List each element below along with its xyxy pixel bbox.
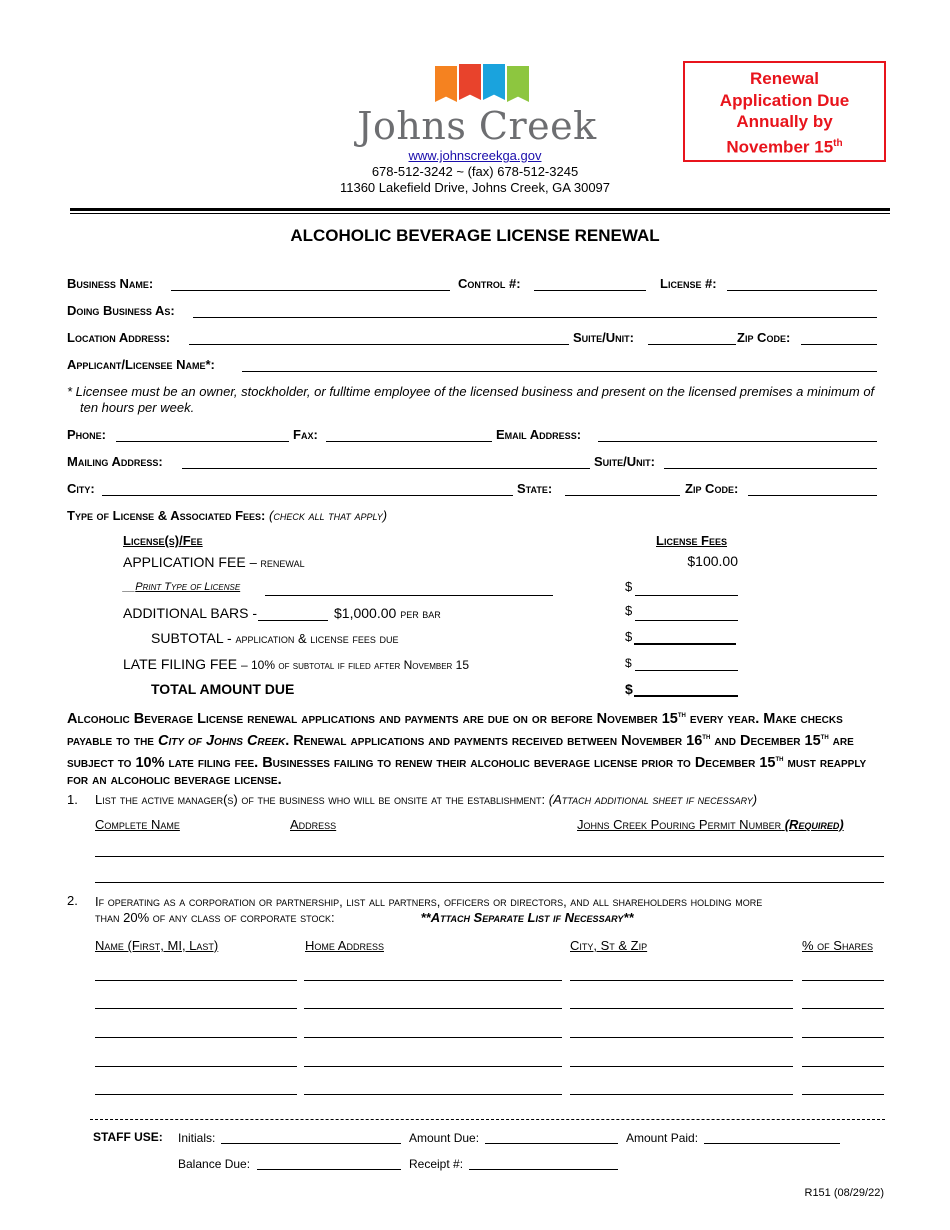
policy-paragraph xyxy=(67,706,882,789)
q2-row-4-name[interactable] xyxy=(95,1066,297,1067)
header-divider-thin xyxy=(70,213,890,214)
notice-line-4: November 15th xyxy=(726,137,843,157)
q2-text xyxy=(95,894,895,926)
q2-row-4-address[interactable] xyxy=(304,1066,562,1067)
late-fee-label: LATE FILING FEE xyxy=(123,656,238,672)
additional-bars-count-field[interactable] xyxy=(258,620,328,621)
dba-field[interactable] xyxy=(193,317,877,318)
policy-sup-3: th xyxy=(702,731,711,741)
additional-bars-amount: $1,000.00 xyxy=(334,605,397,621)
q2-row-5-shares[interactable] xyxy=(802,1094,884,1095)
dba-label: Doing Business As: xyxy=(67,303,175,318)
email-field[interactable] xyxy=(598,441,877,442)
total-amount-field[interactable] xyxy=(634,695,738,697)
q2-row-4-city[interactable] xyxy=(570,1066,793,1067)
control-label: Control #: xyxy=(458,276,521,291)
location-label: Location Address: xyxy=(67,330,171,345)
subtotal-sub: application & license fees due xyxy=(235,631,399,646)
q2-row-5-city[interactable] xyxy=(570,1094,793,1095)
fees-heading-note: (check all that apply) xyxy=(269,508,388,523)
form-title: ALCOHOLIC BEVERAGE LICENSE RENEWAL xyxy=(290,226,660,245)
license-field[interactable] xyxy=(727,290,877,291)
q2-col-name: Name (First, MI, Last) xyxy=(95,938,219,953)
q1-col-permit-required: (Required) xyxy=(784,817,844,832)
q2-number: 2. xyxy=(67,893,78,908)
fax-label: Fax: xyxy=(293,427,318,442)
q2-text-line-2-text: than 20% of any class of corporate stock: xyxy=(95,910,335,925)
staff-receipt-field[interactable] xyxy=(469,1169,618,1170)
policy-text-2: every year. Make checks payable to the xyxy=(67,710,843,749)
q2-row-1-shares[interactable] xyxy=(802,980,884,981)
staff-balance-due-field[interactable] xyxy=(257,1169,401,1170)
zip2-field[interactable] xyxy=(748,495,877,496)
application-fee-value: $100.00 xyxy=(687,553,738,569)
additional-bars-label: ADDITIONAL BARS - xyxy=(123,605,258,621)
control-field[interactable] xyxy=(534,290,646,291)
total-label: TOTAL AMOUNT DUE xyxy=(151,681,295,697)
state-field[interactable] xyxy=(565,495,680,496)
form-code: R151 (08/29/22) xyxy=(804,1187,884,1199)
q2-col-city: City, St & Zip xyxy=(570,938,648,953)
suite-label: Suite/Unit: xyxy=(573,330,634,345)
policy-text-3: . Renewal applications and payments received between November 16 xyxy=(285,732,703,749)
policy-text-5: are subject to 10% late filing fee. Businesses failing to renew their alcoholic beverage license prior to December 15 xyxy=(67,732,854,771)
q2-row-1-name[interactable] xyxy=(95,980,297,981)
q2-row-1-address[interactable] xyxy=(304,980,562,981)
mailing-field[interactable] xyxy=(182,468,590,469)
staff-receipt-label: Receipt #: xyxy=(409,1157,464,1171)
staff-initials-field[interactable] xyxy=(221,1143,401,1144)
business-name-label: Business Name: xyxy=(67,276,154,291)
print-type-amount-field[interactable] xyxy=(635,595,738,596)
q1-col-address: Address xyxy=(290,817,337,832)
additional-bars-amount-field[interactable] xyxy=(635,620,738,621)
q1-col-permit xyxy=(577,817,844,832)
late-fee-dollar: $ xyxy=(625,656,632,670)
city-field[interactable] xyxy=(102,495,513,496)
zip-label: Zip Code: xyxy=(737,330,791,345)
staff-amount-due-label: Amount Due: xyxy=(409,1131,480,1145)
logo-flag-green xyxy=(507,66,529,102)
print-type-row xyxy=(123,581,240,593)
q1-row-1-field[interactable] xyxy=(95,856,884,857)
q1-number: 1. xyxy=(67,792,78,807)
suite2-field[interactable] xyxy=(664,468,877,469)
additional-bars-unit: per bar xyxy=(400,606,441,621)
logo-text: Johns Creek xyxy=(357,104,597,148)
notice-line-3: Annually by xyxy=(736,112,833,131)
policy-sup-4: th xyxy=(820,731,829,741)
q2-row-2-name[interactable] xyxy=(95,1008,297,1009)
q1-col-name: Complete Name xyxy=(95,817,180,832)
q2-row-1-city[interactable] xyxy=(570,980,793,981)
policy-city: City of Johns Creek xyxy=(158,732,286,749)
late-fee-sub: – 10% of subtotal if filed after November 15 xyxy=(241,658,469,672)
q2-row-3-shares[interactable] xyxy=(802,1037,884,1038)
staff-amount-paid-label: Amount Paid: xyxy=(626,1131,699,1145)
website-link[interactable]: www.johnscreekga.gov xyxy=(408,148,542,163)
address-line: 11360 Lakefield Drive, Johns Creek, GA 30097 xyxy=(339,180,611,195)
application-fee-sub: – renewal xyxy=(249,555,305,570)
notice-line-2: Application Due xyxy=(719,90,850,110)
subtotal-label: SUBTOTAL - xyxy=(151,630,232,646)
logo xyxy=(345,56,605,151)
suite2-label: Suite/Unit: xyxy=(594,454,655,469)
q1-col-permit-text: Johns Creek Pouring Permit Number xyxy=(577,817,782,832)
subtotal-dollar: $ xyxy=(625,629,633,644)
state-label: State: xyxy=(517,481,553,496)
email-label: Email Address: xyxy=(496,427,582,442)
q2-row-2-address[interactable] xyxy=(304,1008,562,1009)
logo-flag-orange xyxy=(435,66,457,102)
notice-line-1: Renewal xyxy=(750,69,819,88)
print-type-field[interactable] xyxy=(265,595,553,596)
q2-col-home: Home Address xyxy=(305,938,384,953)
q2-row-4-shares[interactable] xyxy=(802,1066,884,1067)
location-field[interactable] xyxy=(189,344,569,345)
applicant-field[interactable] xyxy=(242,371,877,372)
col-license-fee: License(s)/Fee xyxy=(123,533,203,548)
q1-text xyxy=(95,792,895,807)
additional-bars-dollar: $ xyxy=(625,603,633,618)
late-fee-row xyxy=(123,656,469,672)
license-label: License #: xyxy=(660,276,717,291)
application-fee-row xyxy=(123,554,305,570)
policy-text-4: and December 15 xyxy=(710,732,821,749)
fax-field[interactable] xyxy=(326,441,492,442)
logo-flag-red xyxy=(459,64,481,100)
additional-bars-price xyxy=(334,605,441,621)
q1-row-2-field[interactable] xyxy=(95,882,884,883)
total-dollar: $ xyxy=(625,681,633,697)
policy-text-6: must reapply for an alcoholic beverage license. xyxy=(67,754,867,789)
staff-use-label: STAFF USE: xyxy=(93,1130,163,1144)
staff-amount-due-field[interactable] xyxy=(485,1143,618,1144)
print-type-prefix: __ xyxy=(123,581,136,593)
staff-amount-paid-field[interactable] xyxy=(704,1143,840,1144)
col-license-fees: License Fees xyxy=(656,533,728,548)
late-fee-amount-field[interactable] xyxy=(635,670,738,671)
print-type-label: Print Type of License xyxy=(135,581,241,593)
fees-heading-text: Type of License & Associated Fees: xyxy=(67,508,266,523)
zip2-label: Zip Code: xyxy=(685,481,739,496)
q2-row-3-name[interactable] xyxy=(95,1037,297,1038)
application-fee-label: APPLICATION FEE xyxy=(123,554,246,570)
q1-note: (Attach additional sheet if necessary) xyxy=(548,792,758,807)
policy-sup-5: th xyxy=(775,753,784,763)
policy-sup-1: th xyxy=(677,710,686,719)
q2-row-2-shares[interactable] xyxy=(802,1008,884,1009)
zip-field[interactable] xyxy=(801,344,877,345)
staff-initials-label: Initials: xyxy=(178,1131,216,1145)
city-label: City: xyxy=(67,481,95,496)
logo-flag-blue xyxy=(483,64,505,100)
phone-field[interactable] xyxy=(116,441,289,442)
phone-line: 678-512-3242 ~ (fax) 678-512-3245 xyxy=(371,164,579,179)
staff-separator xyxy=(90,1119,885,1120)
q2-row-2-city[interactable] xyxy=(570,1008,793,1009)
subtotal-row xyxy=(151,630,399,646)
applicant-label: Applicant/Licensee Name*: xyxy=(67,357,215,372)
q2-text-line-1: If operating as a corporation or partnership, list all partners, officers or directors, and all shareholders holding more xyxy=(95,894,763,909)
header-divider xyxy=(70,208,890,211)
q2-col-shares: % of Shares xyxy=(802,938,873,953)
q2-text-line-2 xyxy=(95,910,895,926)
staff-balance-due-label: Balance Due: xyxy=(178,1157,251,1171)
policy-text-1: Alcoholic Beverage License renewal applications and payments are due on or before November 15 xyxy=(67,710,678,727)
suite-field[interactable] xyxy=(648,344,736,345)
q2-row-5-name[interactable] xyxy=(95,1094,297,1095)
phone-label: Phone: xyxy=(67,427,107,442)
business-name-field[interactable] xyxy=(171,290,450,291)
fees-heading xyxy=(67,508,387,523)
q2-row-3-address[interactable] xyxy=(304,1037,562,1038)
subtotal-amount-field[interactable] xyxy=(634,643,736,645)
renewal-notice-box xyxy=(683,61,886,162)
licensee-footnote: * Licensee must be an owner, stockholder, or fulltime employee of the licensed business and present on the licensed premises a minimum of ten hours per week. xyxy=(67,384,875,415)
print-type-dollar: $ xyxy=(625,579,633,594)
q2-row-3-city[interactable] xyxy=(570,1037,793,1038)
mailing-label: Mailing Address: xyxy=(67,454,163,469)
q2-row-5-address[interactable] xyxy=(304,1094,562,1095)
q1-question: List the active manager(s) of the business who will be onsite at the establishment: xyxy=(95,792,546,807)
q2-note: **Attach Separate List if Necessary** xyxy=(420,910,634,925)
